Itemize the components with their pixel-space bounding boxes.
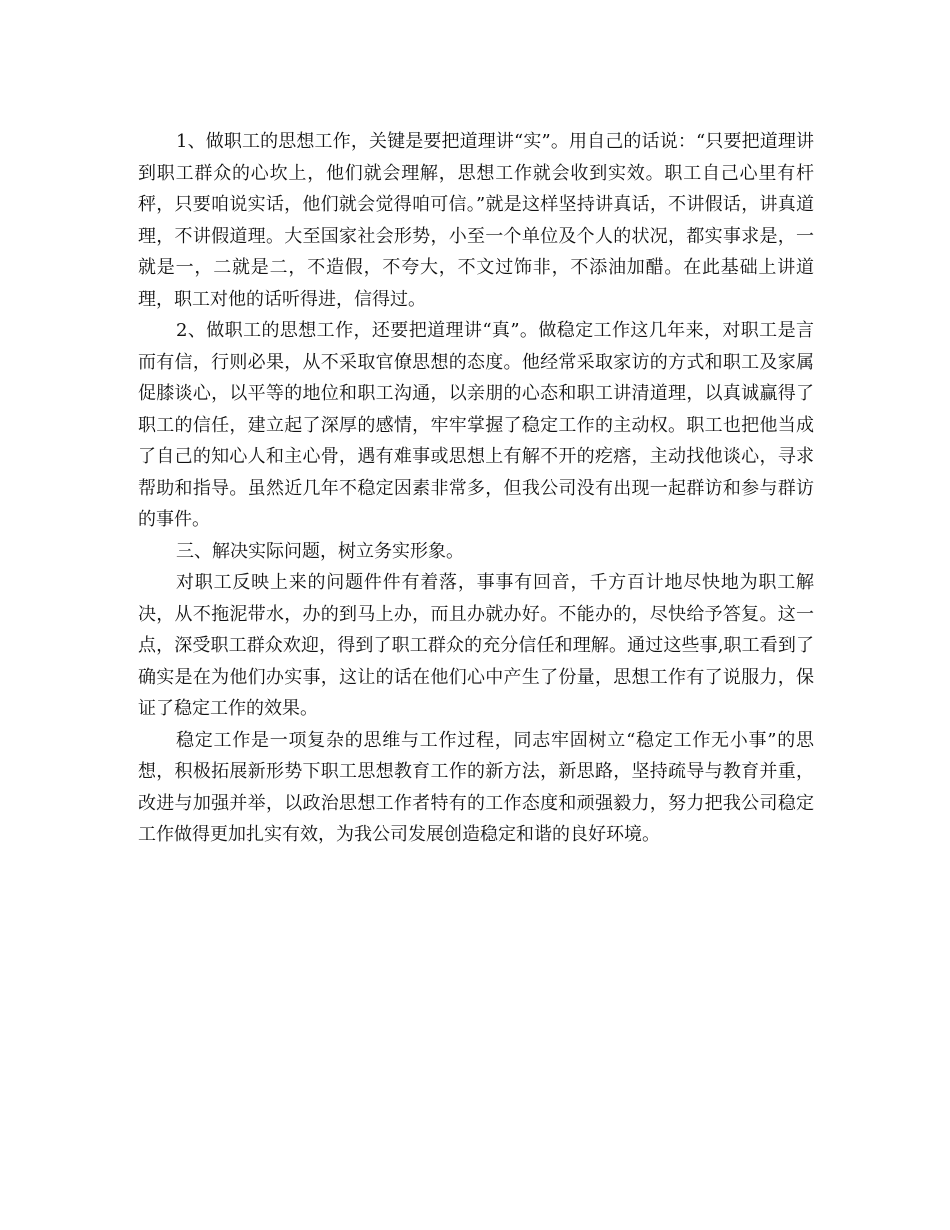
paragraph-conclusion: 稳定工作是一项复杂的思维与工作过程，同志牢固树立“稳定工作无小事”的思想，积极拓展新形势下职工思想教育工作的新方法，新思路，坚持疏导与教育并重，改进与加强并举，以政治思想工作者特有的工作态度和顽强毅力，努力把我公司稳定工作做得更加扎实有效，为我公司发展创造稳定和谐的良好环境。 — [138, 729, 814, 845]
section-heading-3: 三、解决实际问题，树立务实形象。 — [176, 540, 464, 562]
document-body — [138, 126, 814, 851]
paragraph-point-1: 1、做职工的思想工作，关键是要把道理讲“实”。用自己的话说：“只要把道理讲到职工群众的心坎上，他们就会理解，思想工作就会收到实效。职工自己心里有杆秤，只要咱说实话，他们就会觉得咱可信。”就是这样坚持讲真话，不讲假话，讲真道理，不讲假道理。大至国家社会形势，小至一个单位及个人的状况，都实事求是，一就是一，二就是二，不造假，不夸大，不文过饰非，不添油加醋。在此基础上讲道理，职工对他的话听得进，信得过。 — [138, 131, 814, 310]
paragraph-solve-problems: 对职工反映上来的问题件件有着落，事事有回音，千方百计地尽快地为职工解决，从不拖泥带水，办的到马上办，而且办就办好。不能办的，尽快给予答复。这一点，深受职工群众欢迎，得到了职工群众的充分信任和理解。通过这些事,职工看到了确实是在为他们办实事，这让的话在他们心中产生了份量，思想工作有了说服力，保证了稳定工作的效果。 — [138, 572, 814, 719]
paragraph-point-2: 2、做职工的思想工作，还要把道理讲“真”。做稳定工作这几年来，对职工是言而有信，行则必果，从不采取官僚思想的态度。他经常采取家访的方式和职工及家属促膝谈心，以平等的地位和职工沟通，以亲朋的心态和职工讲清道理，以真诚赢得了职工的信任，建立起了深厚的感情，牢牢掌握了稳定工作的主动权。职工也把他当成了自己的知心人和主心骨，遇有难事或思想上有解不开的疙瘩，主动找他谈心，寻求帮助和指导。虽然近几年不稳定因素非常多，但我公司没有出现一起群访和参与群访的事件。 — [138, 320, 814, 530]
